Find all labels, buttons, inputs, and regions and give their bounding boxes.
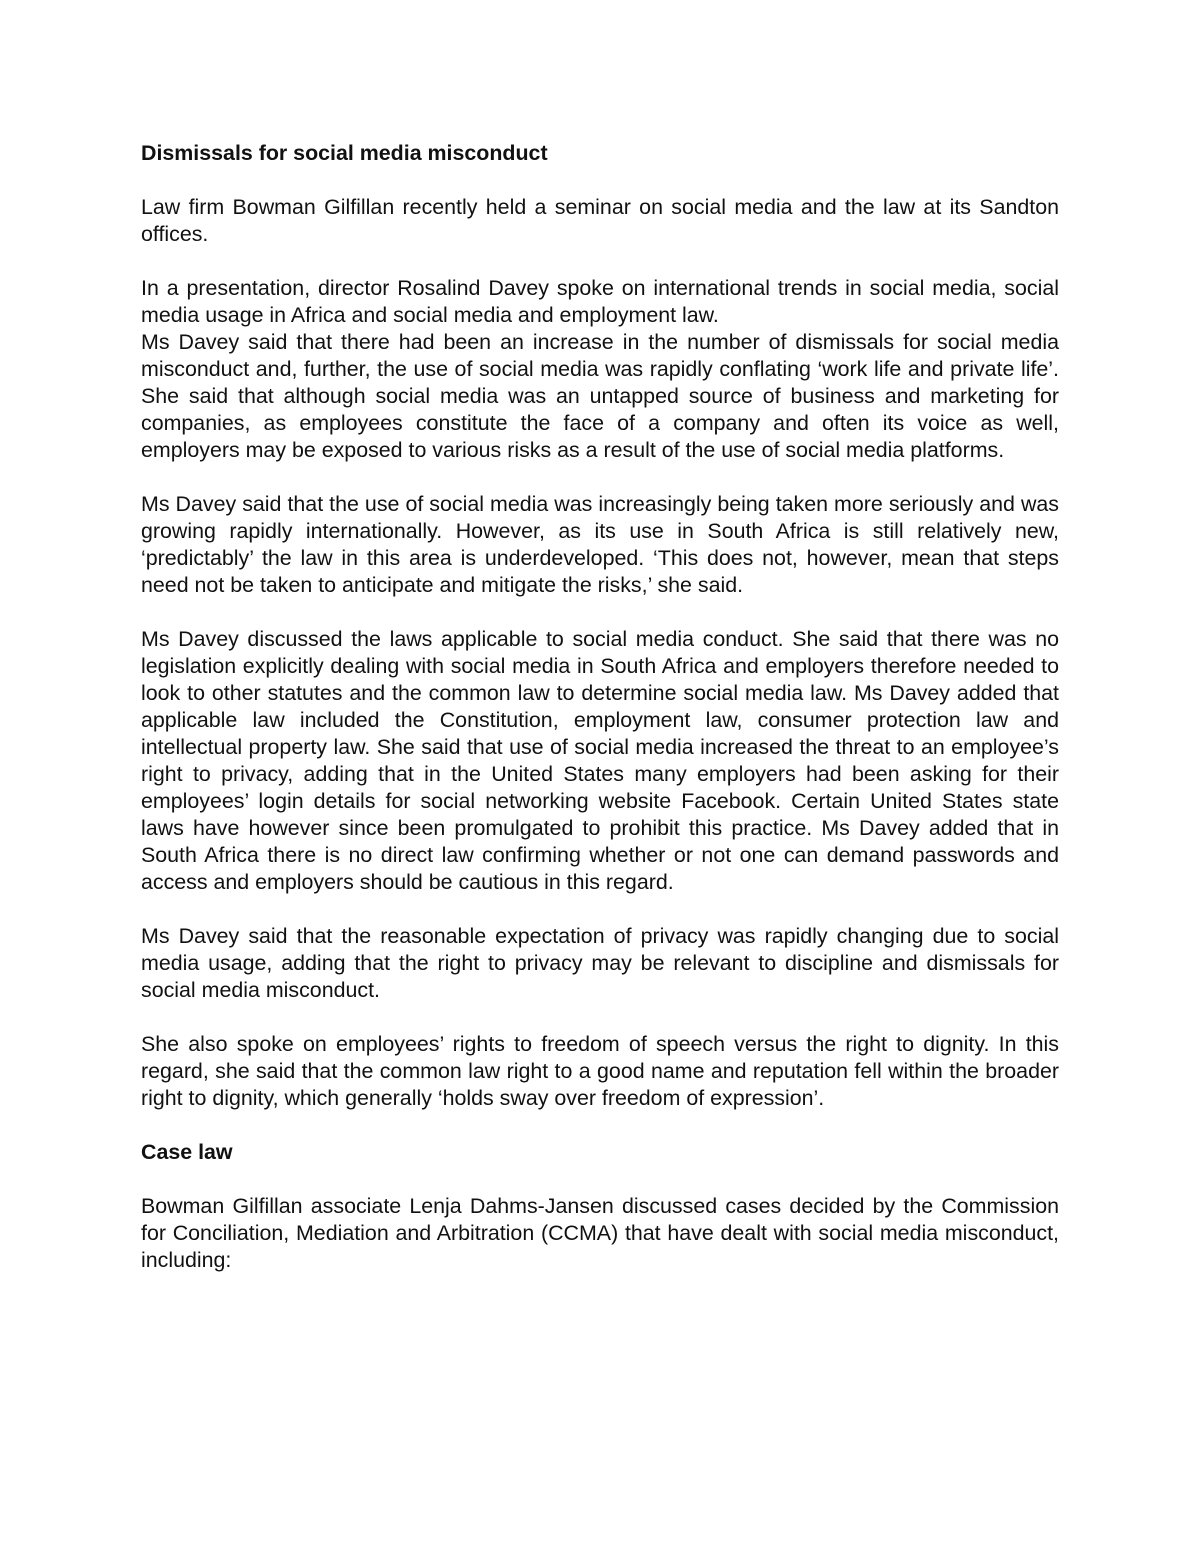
paragraph-privacy-expectation: Ms Davey said that the reasonable expectation of privacy was rapidly changing due to social media usage, adding that the right to privacy may be relevant to discipline and dismissals for social media misconduct. [141, 924, 1059, 1002]
paragraph-freedom-of-speech: She also spoke on employees’ rights to freedom of speech versus the right to dignity. In this regard, she said that the common law right to a good name and reputation fell within the broader right to dignity, which generally ‘holds sway over freedom of expression’. [141, 1032, 1059, 1110]
document-body [141, 140, 1059, 1301]
paragraph-presentation: In a presentation, director Rosalind Davey spoke on international trends in social media, social media usage in Africa and social media and employment law. [141, 276, 1059, 327]
section-heading-case-law: Case law [141, 1140, 233, 1164]
paragraph-applicable-laws: Ms Davey discussed the laws applicable to social media conduct. She said that there was no legislation explicitly dealing with social media in South Africa and employers therefore needed to look to other statutes and the common law to determine social media law. Ms Davey added that applicable law included the Constitution, employment law, consumer protection law and intellectual property law. She said that use of social media increased the threat to an employee’s right to privacy, adding that in the United States many employers had been asking for their employees’ login details for social networking website Facebook. Certain United States state laws have however since been promulgated to prohibit this practice. Ms Davey added that in South Africa there is no direct law confirming whether or not one can demand passwords and access and employers should be cautious in this regard. [141, 627, 1059, 894]
paragraph-dismissals-increase: Ms Davey said that there had been an increase in the number of dismissals for social media misconduct and, further, the use of social media was rapidly conflating ‘work life and private life’. She said that although social media was an untapped source of business and marketing for companies, as employees constitute the face of a company and often its voice as well, employers may be exposed to various risks as a result of the use of social media platforms. [141, 330, 1059, 462]
document-title: Dismissals for social media misconduct [141, 141, 548, 165]
paragraph-intro: Law firm Bowman Gilfillan recently held a seminar on social media and the law at its Sandton offices. [141, 195, 1059, 246]
paragraph-ccma-cases: Bowman Gilfillan associate Lenja Dahms-Jansen discussed cases decided by the Commission for Conciliation, Mediation and Arbitration (CCMA) that have dealt with social media misconduct, including: [141, 1194, 1059, 1272]
paragraph-growing-use: Ms Davey said that the use of social media was increasingly being taken more seriously and was growing rapidly internationally. However, as its use in South Africa is still relatively new, ‘predictably’ the law in this area is underdeveloped. ‘This does not, however, mean that steps need not be taken to anticipate and mitigate the risks,’ she said. [141, 492, 1059, 597]
